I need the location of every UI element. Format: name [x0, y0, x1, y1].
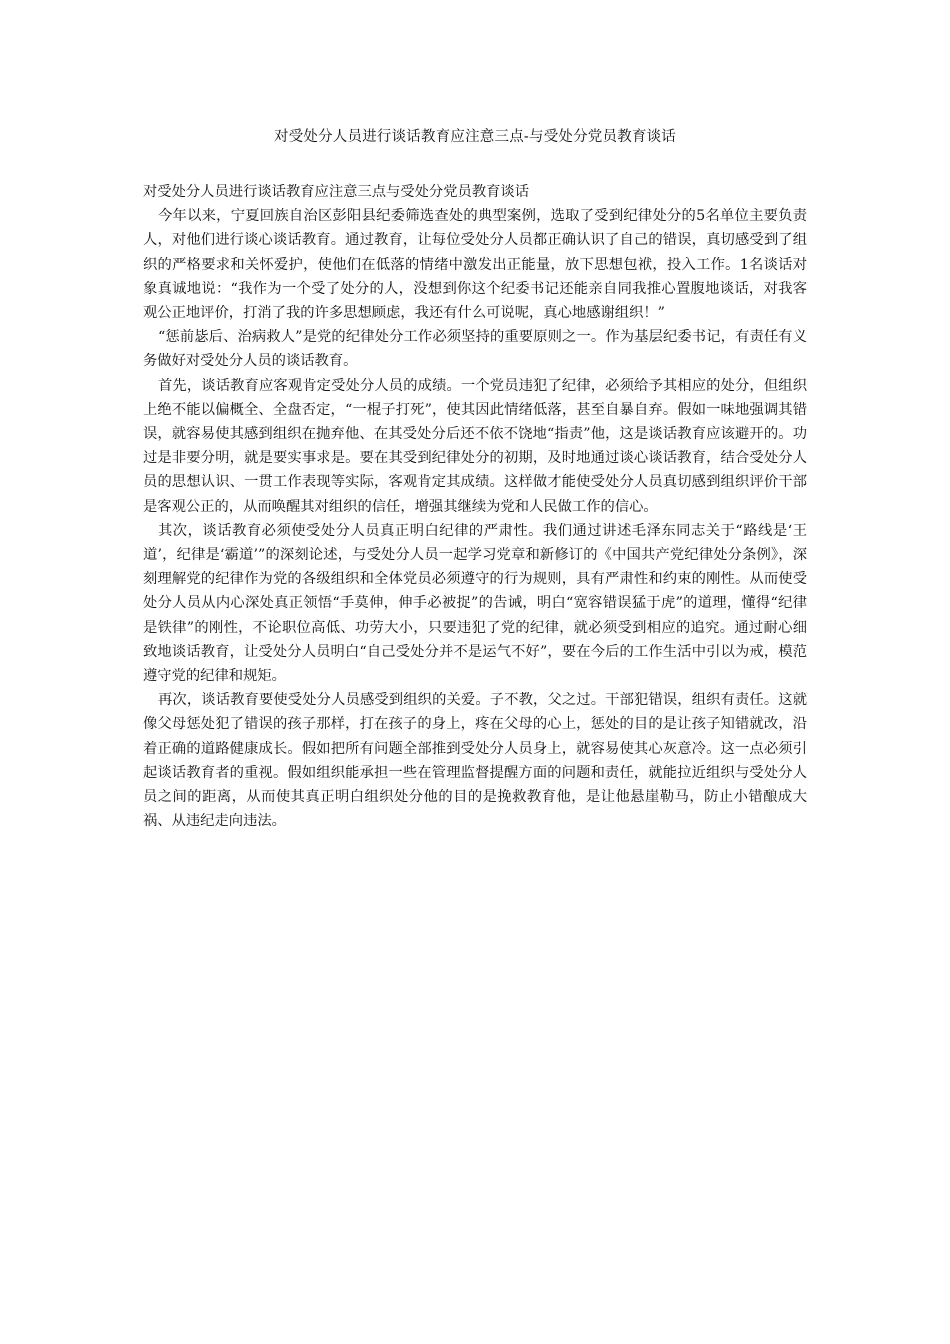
document-body: [143, 180, 807, 833]
paragraph-principle: “惩前毖后、治病救人”是党的纪律处分工作必须坚持的重要原则之一。作为基层纪委书记，有责任有义务做好对受处分人员的谈话教育。: [143, 329, 807, 370]
paragraph-intro: 今年以来，宁夏回族自治区彭阳县纪委筛选查处的典型案例，选取了受到纪律处分的5名单位主要负责人，对他们进行谈心谈话教育。通过教育，让每位受处分人员都正确认识了自己的错误，真切感受到了组织的严格要求和关怀爱护，使他们在低落的情绪中激发出正能量，放下思想包袱，投入工作。1名谈话对象真诚地说：“我作为一个受了处分的人，没想到你这个纪委书记还能亲自同我推心置腹地谈话，对我客观公正地评价，打消了我的许多思想顾虑，我还有什么可说呢，真心地感谢组织！”: [143, 208, 807, 322]
document-subtitle: 对受处分人员进行谈话教育应注意三点与受处分党员教育谈话: [143, 184, 530, 200]
paragraph-second-point: 其次，谈话教育必须使受处分人员真正明白纪律的严肃性。我们通过讲述毛泽东同志关于“路线是‘王道’，纪律是‘霸道’”的深刻论述，与受处分人员一起学习党章和新修订的《中国共产党纪律处分条例》，深刻理解党的纪律作为党的各级组织和全体党员必须遵守的行为规则，具有严肃性和约束的刚性。从而使受处分人员从内心深处真正领悟“手莫伸，伸手必被捉”的告诫，明白“宽容错误猛于虎”的道理，懂得“纪律是铁律”的刚性，不论职位高低、功劳大小，只要违犯了党的纪律，就必须受到相应的追究。通过耐心细致地谈话教育，让受处分人员明白“自己受处分并不是运气不好”，要在今后的工作生活中引以为戒，模范遵守党的纪律和规矩。: [143, 522, 807, 685]
paragraph-third-point: 再次，谈话教育要使受处分人员感受到组织的关爱。子不教，父之过。干部犯错误，组织有责任。这就像父母惩处犯了错误的孩子那样，打在孩子的身上，疼在父母的心上，惩处的目的是让孩子知错就改，沿着正确的道路健康成长。假如把所有问题全部推到受处分人员身上，就容易使其心灰意冷。这一点必须引起谈话教育者的重视。假如组织能承担一些在管理监督提醒方面的问题和责任，就能拉近组织与受处分人员之间的距离，从而使其真正明白组织处分他的目的是挽救教育他，是让他悬崖勒马，防止小错酿成大祸、从违纪走向违法。: [143, 692, 807, 830]
paragraph-first-point: 首先，谈话教育应客观肯定受处分人员的成绩。一个党员违犯了纪律，必须给予其相应的处分，但组织上绝不能以偏概全、全盘否定，“一棍子打死”，使其因此情绪低落，甚至自暴自弃。假如一味地强调其错误，就容易使其感到组织在抛弃他、在其受处分后还不依不饶地“指责”他，这是谈话教育应该避开的。功过是非要分明，就是要实事求是。要在其受到纪律处分的初期，及时地通过谈心谈话教育，结合受处分人员的思想认识、一贯工作表现等实际，客观肯定其成绩。这样做才能使受处分人员真切感到组织评价干部是客观公正的，从而唤醒其对组织的信任，增强其继续为党和人民做工作的信心。: [143, 377, 807, 515]
document-title: 对受处分人员进行谈话教育应注意三点-与受处分党员教育谈话: [274, 129, 676, 145]
